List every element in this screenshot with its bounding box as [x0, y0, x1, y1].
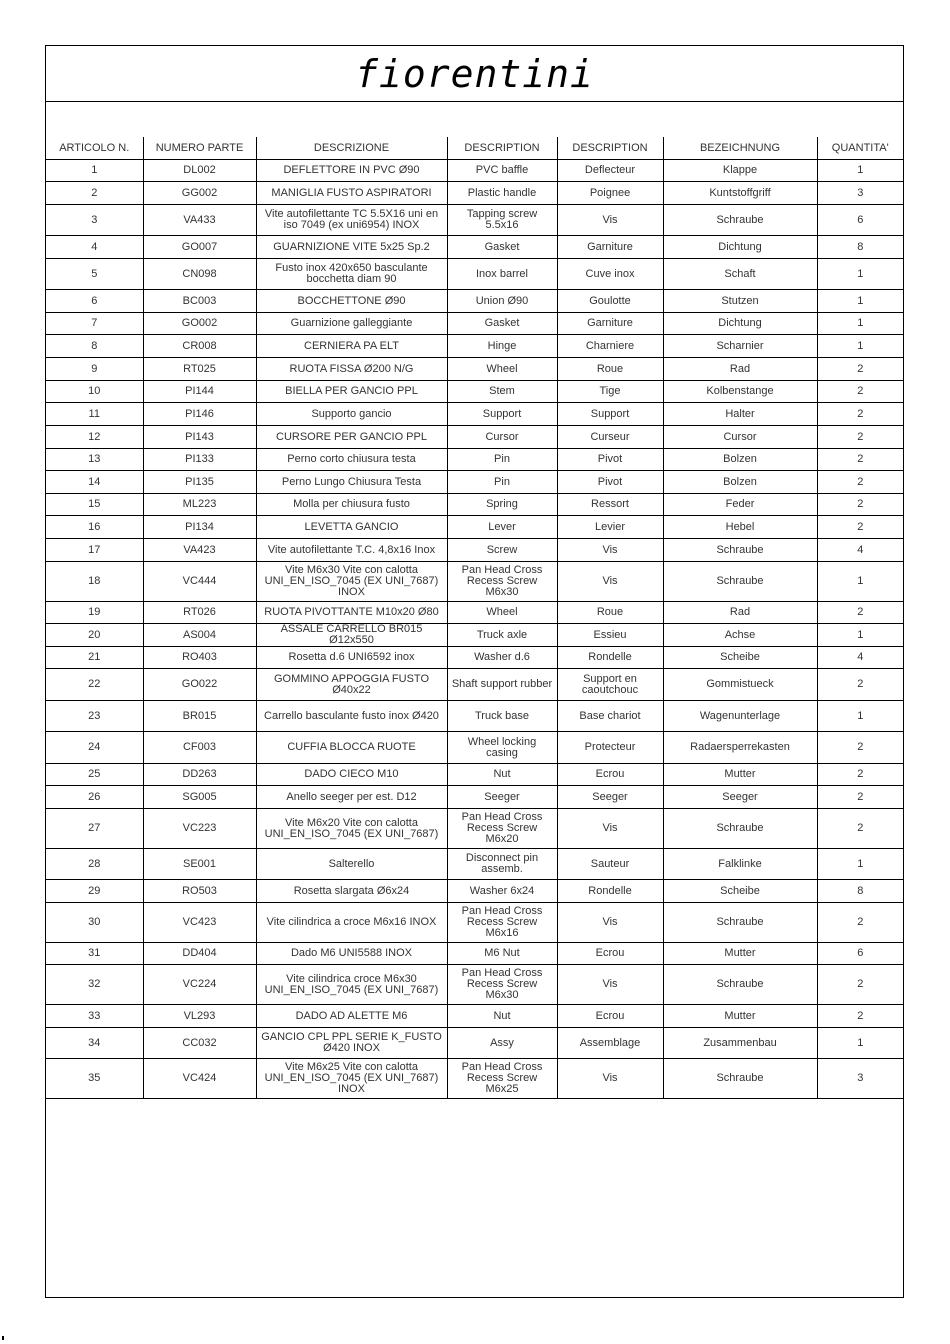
articolo-cell: 33: [46, 1005, 143, 1028]
quantita-cell: 1: [817, 624, 903, 647]
quantita-cell: 3: [817, 182, 903, 205]
description-fr-cell: Ecrou: [557, 764, 663, 786]
description-en-cell: Seeger: [447, 786, 557, 809]
descrizione-cell: RUOTA FISSA Ø200 N/G: [256, 358, 447, 381]
numero-parte-cell: VA433: [143, 205, 256, 236]
table-row: [46, 880, 903, 903]
descrizione-cell: BOCCHETTONE Ø90: [256, 290, 447, 313]
numero-parte-cell: DL002: [143, 160, 256, 182]
description-en-cell: Union Ø90: [447, 290, 557, 313]
bezeichnung-cell: Kuntstoffgriff: [663, 182, 817, 205]
bezeichnung-cell: Scheibe: [663, 647, 817, 669]
description-fr-cell: Pivot: [557, 449, 663, 471]
numero-parte-cell: DD404: [143, 943, 256, 965]
bezeichnung-cell: Bolzen: [663, 471, 817, 494]
bezeichnung-cell: Schraube: [663, 205, 817, 236]
description-en-cell: Wheel: [447, 602, 557, 624]
description-en-cell: Washer d.6: [447, 647, 557, 669]
description-en-cell: Pin: [447, 449, 557, 471]
description-fr-cell: Poignee: [557, 182, 663, 205]
descrizione-cell: ASSALE CARRELLO BR015 Ø12x550: [256, 624, 447, 647]
quantita-cell: 2: [817, 449, 903, 471]
descrizione-cell: Perno corto chiusura testa: [256, 449, 447, 471]
descrizione-cell: Molla per chiusura fusto: [256, 494, 447, 516]
description-en-cell: Wheel: [447, 358, 557, 381]
description-fr-cell: Tige: [557, 381, 663, 403]
descrizione-cell: Anello seeger per est. D12: [256, 786, 447, 809]
quantita-cell: 2: [817, 426, 903, 449]
header-numero-parte: NUMERO PARTE: [143, 137, 256, 160]
description-fr-cell: Roue: [557, 358, 663, 381]
descrizione-cell: Vite M6x20 Vite con calotta UNI_EN_ISO_7045 (EX UNI_7687): [256, 809, 447, 849]
articolo-cell: 17: [46, 539, 143, 562]
description-fr-cell: Pivot: [557, 471, 663, 494]
numero-parte-cell: AS004: [143, 624, 256, 647]
articolo-cell: 35: [46, 1059, 143, 1099]
articolo-cell: 2: [46, 182, 143, 205]
description-en-cell: Assy: [447, 1028, 557, 1059]
quantita-cell: 1: [817, 562, 903, 602]
description-fr-cell: Support: [557, 403, 663, 426]
table-row: [46, 182, 903, 205]
description-en-cell: Truck base: [447, 701, 557, 732]
description-fr-cell: Vis: [557, 903, 663, 943]
numero-parte-cell: CC032: [143, 1028, 256, 1059]
description-fr-cell: Levier: [557, 516, 663, 539]
table-row: [46, 965, 903, 1005]
header-articolo: ARTICOLO N.: [46, 137, 143, 160]
header-quantita: QUANTITA': [817, 137, 903, 160]
description-en-cell: Inox barrel: [447, 259, 557, 290]
descrizione-cell: Carrello basculante fusto inox Ø420: [256, 701, 447, 732]
drawing-frame: [45, 45, 904, 1298]
articolo-cell: 9: [46, 358, 143, 381]
bezeichnung-cell: Scheibe: [663, 880, 817, 903]
numero-parte-cell: GO002: [143, 313, 256, 335]
description-fr-cell: Vis: [557, 539, 663, 562]
descrizione-cell: Supporto gancio: [256, 403, 447, 426]
numero-parte-cell: ML223: [143, 494, 256, 516]
bezeichnung-cell: Seeger: [663, 786, 817, 809]
description-en-cell: PVC baffle: [447, 160, 557, 182]
quantita-cell: 1: [817, 313, 903, 335]
description-fr-cell: Base chariot: [557, 701, 663, 732]
numero-parte-cell: CF003: [143, 732, 256, 764]
table-row: [46, 903, 903, 943]
descrizione-cell: Guarnizione galleggiante: [256, 313, 447, 335]
description-fr-cell: Goulotte: [557, 290, 663, 313]
description-fr-cell: Protecteur: [557, 732, 663, 764]
bezeichnung-cell: Mutter: [663, 1005, 817, 1028]
description-fr-cell: Rondelle: [557, 647, 663, 669]
bezeichnung-cell: Bolzen: [663, 449, 817, 471]
numero-parte-cell: DD263: [143, 764, 256, 786]
description-fr-cell: Support en caoutchouc: [557, 669, 663, 701]
quantita-cell: 2: [817, 403, 903, 426]
description-en-cell: Wheel locking casing: [447, 732, 557, 764]
articolo-cell: 14: [46, 471, 143, 494]
quantita-cell: 6: [817, 205, 903, 236]
table-row: [46, 786, 903, 809]
table-row: [46, 602, 903, 624]
bezeichnung-cell: Feder: [663, 494, 817, 516]
quantita-cell: 2: [817, 809, 903, 849]
quantita-cell: 1: [817, 290, 903, 313]
bezeichnung-cell: Kolbenstange: [663, 381, 817, 403]
quantita-cell: 1: [817, 259, 903, 290]
numero-parte-cell: VL293: [143, 1005, 256, 1028]
quantita-cell: 2: [817, 669, 903, 701]
table-row: [46, 624, 903, 647]
table-row: [46, 732, 903, 764]
bezeichnung-cell: Rad: [663, 358, 817, 381]
numero-parte-cell: RO403: [143, 647, 256, 669]
table-row: [46, 1028, 903, 1059]
articolo-cell: 4: [46, 236, 143, 259]
articolo-cell: 5: [46, 259, 143, 290]
articolo-cell: 21: [46, 647, 143, 669]
quantita-cell: 2: [817, 494, 903, 516]
articolo-cell: 16: [46, 516, 143, 539]
articolo-cell: 28: [46, 849, 143, 880]
table-row: [46, 358, 903, 381]
description-fr-cell: Vis: [557, 562, 663, 602]
description-en-cell: Gasket: [447, 236, 557, 259]
articolo-cell: 29: [46, 880, 143, 903]
numero-parte-cell: VA423: [143, 539, 256, 562]
description-fr-cell: Charniere: [557, 335, 663, 358]
quantita-cell: 3: [817, 1059, 903, 1099]
description-fr-cell: Essieu: [557, 624, 663, 647]
articolo-cell: 10: [46, 381, 143, 403]
brand-header: [46, 46, 903, 102]
table-row: [46, 205, 903, 236]
quantita-cell: 1: [817, 160, 903, 182]
description-en-cell: Screw: [447, 539, 557, 562]
descrizione-cell: Vite cilindrica a croce M6x16 INOX: [256, 903, 447, 943]
articolo-cell: 11: [46, 403, 143, 426]
description-fr-cell: Assemblage: [557, 1028, 663, 1059]
numero-parte-cell: PI146: [143, 403, 256, 426]
bezeichnung-cell: Zusammenbau: [663, 1028, 817, 1059]
table-row: [46, 381, 903, 403]
numero-parte-cell: GO007: [143, 236, 256, 259]
bezeichnung-cell: Stutzen: [663, 290, 817, 313]
quantita-cell: 1: [817, 849, 903, 880]
description-fr-cell: Ecrou: [557, 943, 663, 965]
descrizione-cell: Perno Lungo Chiusura Testa: [256, 471, 447, 494]
numero-parte-cell: VC444: [143, 562, 256, 602]
description-en-cell: Support: [447, 403, 557, 426]
bezeichnung-cell: Wagenunterlage: [663, 701, 817, 732]
bezeichnung-cell: Schraube: [663, 809, 817, 849]
table-row: [46, 701, 903, 732]
numero-parte-cell: PI144: [143, 381, 256, 403]
description-fr-cell: Cuve inox: [557, 259, 663, 290]
descrizione-cell: LEVETTA GANCIO: [256, 516, 447, 539]
bezeichnung-cell: Klappe: [663, 160, 817, 182]
descrizione-cell: CUFFIA BLOCCA RUOTE: [256, 732, 447, 764]
quantita-cell: 2: [817, 516, 903, 539]
bill-of-materials-table: [46, 137, 903, 1099]
bezeichnung-cell: Radaersperrekasten: [663, 732, 817, 764]
description-en-cell: Pan Head Cross Recess Screw M6x25: [447, 1059, 557, 1099]
brand-logo: fiorentini: [355, 51, 594, 96]
table-row: [46, 1059, 903, 1099]
articolo-cell: 18: [46, 562, 143, 602]
table-row: [46, 290, 903, 313]
numero-parte-cell: RT025: [143, 358, 256, 381]
articolo-cell: 22: [46, 669, 143, 701]
bezeichnung-cell: Schraube: [663, 965, 817, 1005]
bezeichnung-cell: Halter: [663, 403, 817, 426]
description-en-cell: Lever: [447, 516, 557, 539]
numero-parte-cell: CN098: [143, 259, 256, 290]
articolo-cell: 24: [46, 732, 143, 764]
description-fr-cell: Garniture: [557, 236, 663, 259]
bezeichnung-cell: Mutter: [663, 943, 817, 965]
header-description-fr: DESCRIPTION: [557, 137, 663, 160]
articolo-cell: 32: [46, 965, 143, 1005]
articolo-cell: 27: [46, 809, 143, 849]
table-row: [46, 647, 903, 669]
articolo-cell: 26: [46, 786, 143, 809]
articolo-cell: 25: [46, 764, 143, 786]
quantita-cell: 2: [817, 764, 903, 786]
table-row: [46, 403, 903, 426]
descrizione-cell: Vite autofilettante T.C. 4,8x16 Inox: [256, 539, 447, 562]
table-row: [46, 849, 903, 880]
description-en-cell: Hinge: [447, 335, 557, 358]
table-header-row: [46, 137, 903, 160]
articolo-cell: 23: [46, 701, 143, 732]
table-body: [46, 160, 903, 1099]
bezeichnung-cell: Mutter: [663, 764, 817, 786]
articolo-cell: 20: [46, 624, 143, 647]
bezeichnung-cell: Schraube: [663, 903, 817, 943]
quantita-cell: 2: [817, 602, 903, 624]
description-en-cell: Pan Head Cross Recess Screw M6x16: [447, 903, 557, 943]
descrizione-cell: Fusto inox 420x650 basculante bocchetta diam 90: [256, 259, 447, 290]
quantita-cell: 6: [817, 943, 903, 965]
descrizione-cell: Vite cilindrica croce M6x30 UNI_EN_ISO_7045 (EX UNI_7687): [256, 965, 447, 1005]
description-en-cell: Nut: [447, 764, 557, 786]
quantita-cell: 4: [817, 647, 903, 669]
articolo-cell: 15: [46, 494, 143, 516]
quantita-cell: 2: [817, 1005, 903, 1028]
description-en-cell: M6 Nut: [447, 943, 557, 965]
table-row: [46, 516, 903, 539]
description-fr-cell: Roue: [557, 602, 663, 624]
descrizione-cell: Dado M6 UNI5588 INOX: [256, 943, 447, 965]
description-fr-cell: Seeger: [557, 786, 663, 809]
quantita-cell: 1: [817, 335, 903, 358]
quantita-cell: 8: [817, 236, 903, 259]
table-row: [46, 313, 903, 335]
numero-parte-cell: PI133: [143, 449, 256, 471]
numero-parte-cell: RO503: [143, 880, 256, 903]
table-row: [46, 160, 903, 182]
description-fr-cell: Vis: [557, 205, 663, 236]
bezeichnung-cell: Dichtung: [663, 313, 817, 335]
table-row: [46, 943, 903, 965]
header-description-en: DESCRIPTION: [447, 137, 557, 160]
description-fr-cell: Vis: [557, 1059, 663, 1099]
descrizione-cell: GANCIO CPL PPL SERIE K_FUSTO Ø420 INOX: [256, 1028, 447, 1059]
description-fr-cell: Vis: [557, 965, 663, 1005]
numero-parte-cell: BC003: [143, 290, 256, 313]
numero-parte-cell: PI134: [143, 516, 256, 539]
quantita-cell: 2: [817, 381, 903, 403]
description-en-cell: Cursor: [447, 426, 557, 449]
descrizione-cell: CURSORE PER GANCIO PPL: [256, 426, 447, 449]
numero-parte-cell: BR015: [143, 701, 256, 732]
bezeichnung-cell: Scharnier: [663, 335, 817, 358]
table-row: [46, 471, 903, 494]
header-bezeichnung: BEZEICHNUNG: [663, 137, 817, 160]
numero-parte-cell: SG005: [143, 786, 256, 809]
descrizione-cell: RUOTA PIVOTTANTE M10x20 Ø80: [256, 602, 447, 624]
quantita-cell: 1: [817, 1028, 903, 1059]
numero-parte-cell: PI135: [143, 471, 256, 494]
bezeichnung-cell: Gommistueck: [663, 669, 817, 701]
articolo-cell: 8: [46, 335, 143, 358]
descrizione-cell: BIELLA PER GANCIO PPL: [256, 381, 447, 403]
description-en-cell: Gasket: [447, 313, 557, 335]
descrizione-cell: GUARNIZIONE VITE 5x25 Sp.2: [256, 236, 447, 259]
description-en-cell: Spring: [447, 494, 557, 516]
description-fr-cell: Ressort: [557, 494, 663, 516]
descrizione-cell: GOMMINO APPOGGIA FUSTO Ø40x22: [256, 669, 447, 701]
quantita-cell: 2: [817, 358, 903, 381]
numero-parte-cell: CR008: [143, 335, 256, 358]
numero-parte-cell: RT026: [143, 602, 256, 624]
table-row: [46, 494, 903, 516]
bezeichnung-cell: Schraube: [663, 562, 817, 602]
articolo-cell: 6: [46, 290, 143, 313]
table-row: [46, 335, 903, 358]
quantita-cell: 2: [817, 732, 903, 764]
quantita-cell: 2: [817, 903, 903, 943]
description-en-cell: Truck axle: [447, 624, 557, 647]
table-row: [46, 669, 903, 701]
bezeichnung-cell: Hebel: [663, 516, 817, 539]
descrizione-cell: Vite autofilettante TC 5.5X16 uni en iso 7049 (ex uni6954) INOX: [256, 205, 447, 236]
description-fr-cell: Deflecteur: [557, 160, 663, 182]
bezeichnung-cell: Rad: [663, 602, 817, 624]
descrizione-cell: DADO CIECO M10: [256, 764, 447, 786]
description-fr-cell: Rondelle: [557, 880, 663, 903]
quantita-cell: 1: [817, 701, 903, 732]
table-row: [46, 449, 903, 471]
description-en-cell: Shaft support rubber: [447, 669, 557, 701]
descrizione-cell: Rosetta slargata Ø6x24: [256, 880, 447, 903]
numero-parte-cell: VC223: [143, 809, 256, 849]
articolo-cell: 13: [46, 449, 143, 471]
quantita-cell: 2: [817, 965, 903, 1005]
table-row: [46, 1005, 903, 1028]
descrizione-cell: Vite M6x30 Vite con calotta UNI_EN_ISO_7045 (EX UNI_7687) INOX: [256, 562, 447, 602]
bezeichnung-cell: Schraube: [663, 539, 817, 562]
numero-parte-cell: VC423: [143, 903, 256, 943]
numero-parte-cell: VC224: [143, 965, 256, 1005]
description-en-cell: Washer 6x24: [447, 880, 557, 903]
articolo-cell: 3: [46, 205, 143, 236]
description-en-cell: Pin: [447, 471, 557, 494]
descrizione-cell: DADO AD ALETTE M6: [256, 1005, 447, 1028]
descrizione-cell: DEFLETTORE IN PVC Ø90: [256, 160, 447, 182]
description-en-cell: Stem: [447, 381, 557, 403]
description-en-cell: Disconnect pin assemb.: [447, 849, 557, 880]
articolo-cell: 31: [46, 943, 143, 965]
description-en-cell: Pan Head Cross Recess Screw M6x20: [447, 809, 557, 849]
descrizione-cell: CERNIERA PA ELT: [256, 335, 447, 358]
description-fr-cell: Curseur: [557, 426, 663, 449]
numero-parte-cell: VC424: [143, 1059, 256, 1099]
bezeichnung-cell: Schaft: [663, 259, 817, 290]
table-row: [46, 539, 903, 562]
articolo-cell: 12: [46, 426, 143, 449]
descrizione-cell: Vite M6x25 Vite con calotta UNI_EN_ISO_7045 (EX UNI_7687) INOX: [256, 1059, 447, 1099]
quantita-cell: 2: [817, 471, 903, 494]
numero-parte-cell: SE001: [143, 849, 256, 880]
description-en-cell: Pan Head Cross Recess Screw M6x30: [447, 562, 557, 602]
articolo-cell: 7: [46, 313, 143, 335]
table-row: [46, 259, 903, 290]
bezeichnung-cell: Dichtung: [663, 236, 817, 259]
quantita-cell: 2: [817, 786, 903, 809]
quantita-cell: 8: [817, 880, 903, 903]
articolo-cell: 1: [46, 160, 143, 182]
table-row: [46, 562, 903, 602]
numero-parte-cell: PI143: [143, 426, 256, 449]
articolo-cell: 19: [46, 602, 143, 624]
quantita-cell: 4: [817, 539, 903, 562]
table-row: [46, 809, 903, 849]
table-row: [46, 764, 903, 786]
bezeichnung-cell: Falklinke: [663, 849, 817, 880]
description-en-cell: Pan Head Cross Recess Screw M6x30: [447, 965, 557, 1005]
articolo-cell: 30: [46, 903, 143, 943]
description-fr-cell: Vis: [557, 809, 663, 849]
description-en-cell: Nut: [447, 1005, 557, 1028]
bezeichnung-cell: Cursor: [663, 426, 817, 449]
corner-mark: [2, 1336, 4, 1340]
description-fr-cell: Garniture: [557, 313, 663, 335]
description-fr-cell: Sauteur: [557, 849, 663, 880]
table-row: [46, 236, 903, 259]
bezeichnung-cell: Schraube: [663, 1059, 817, 1099]
table-row: [46, 426, 903, 449]
description-fr-cell: Ecrou: [557, 1005, 663, 1028]
numero-parte-cell: GO022: [143, 669, 256, 701]
articolo-cell: 34: [46, 1028, 143, 1059]
numero-parte-cell: GG002: [143, 182, 256, 205]
bezeichnung-cell: Achse: [663, 624, 817, 647]
descrizione-cell: Salterello: [256, 849, 447, 880]
description-en-cell: Plastic handle: [447, 182, 557, 205]
descrizione-cell: MANIGLIA FUSTO ASPIRATORI: [256, 182, 447, 205]
header-descrizione: DESCRIZIONE: [256, 137, 447, 160]
description-en-cell: Tapping screw 5.5x16: [447, 205, 557, 236]
descrizione-cell: Rosetta d.6 UNI6592 inox: [256, 647, 447, 669]
